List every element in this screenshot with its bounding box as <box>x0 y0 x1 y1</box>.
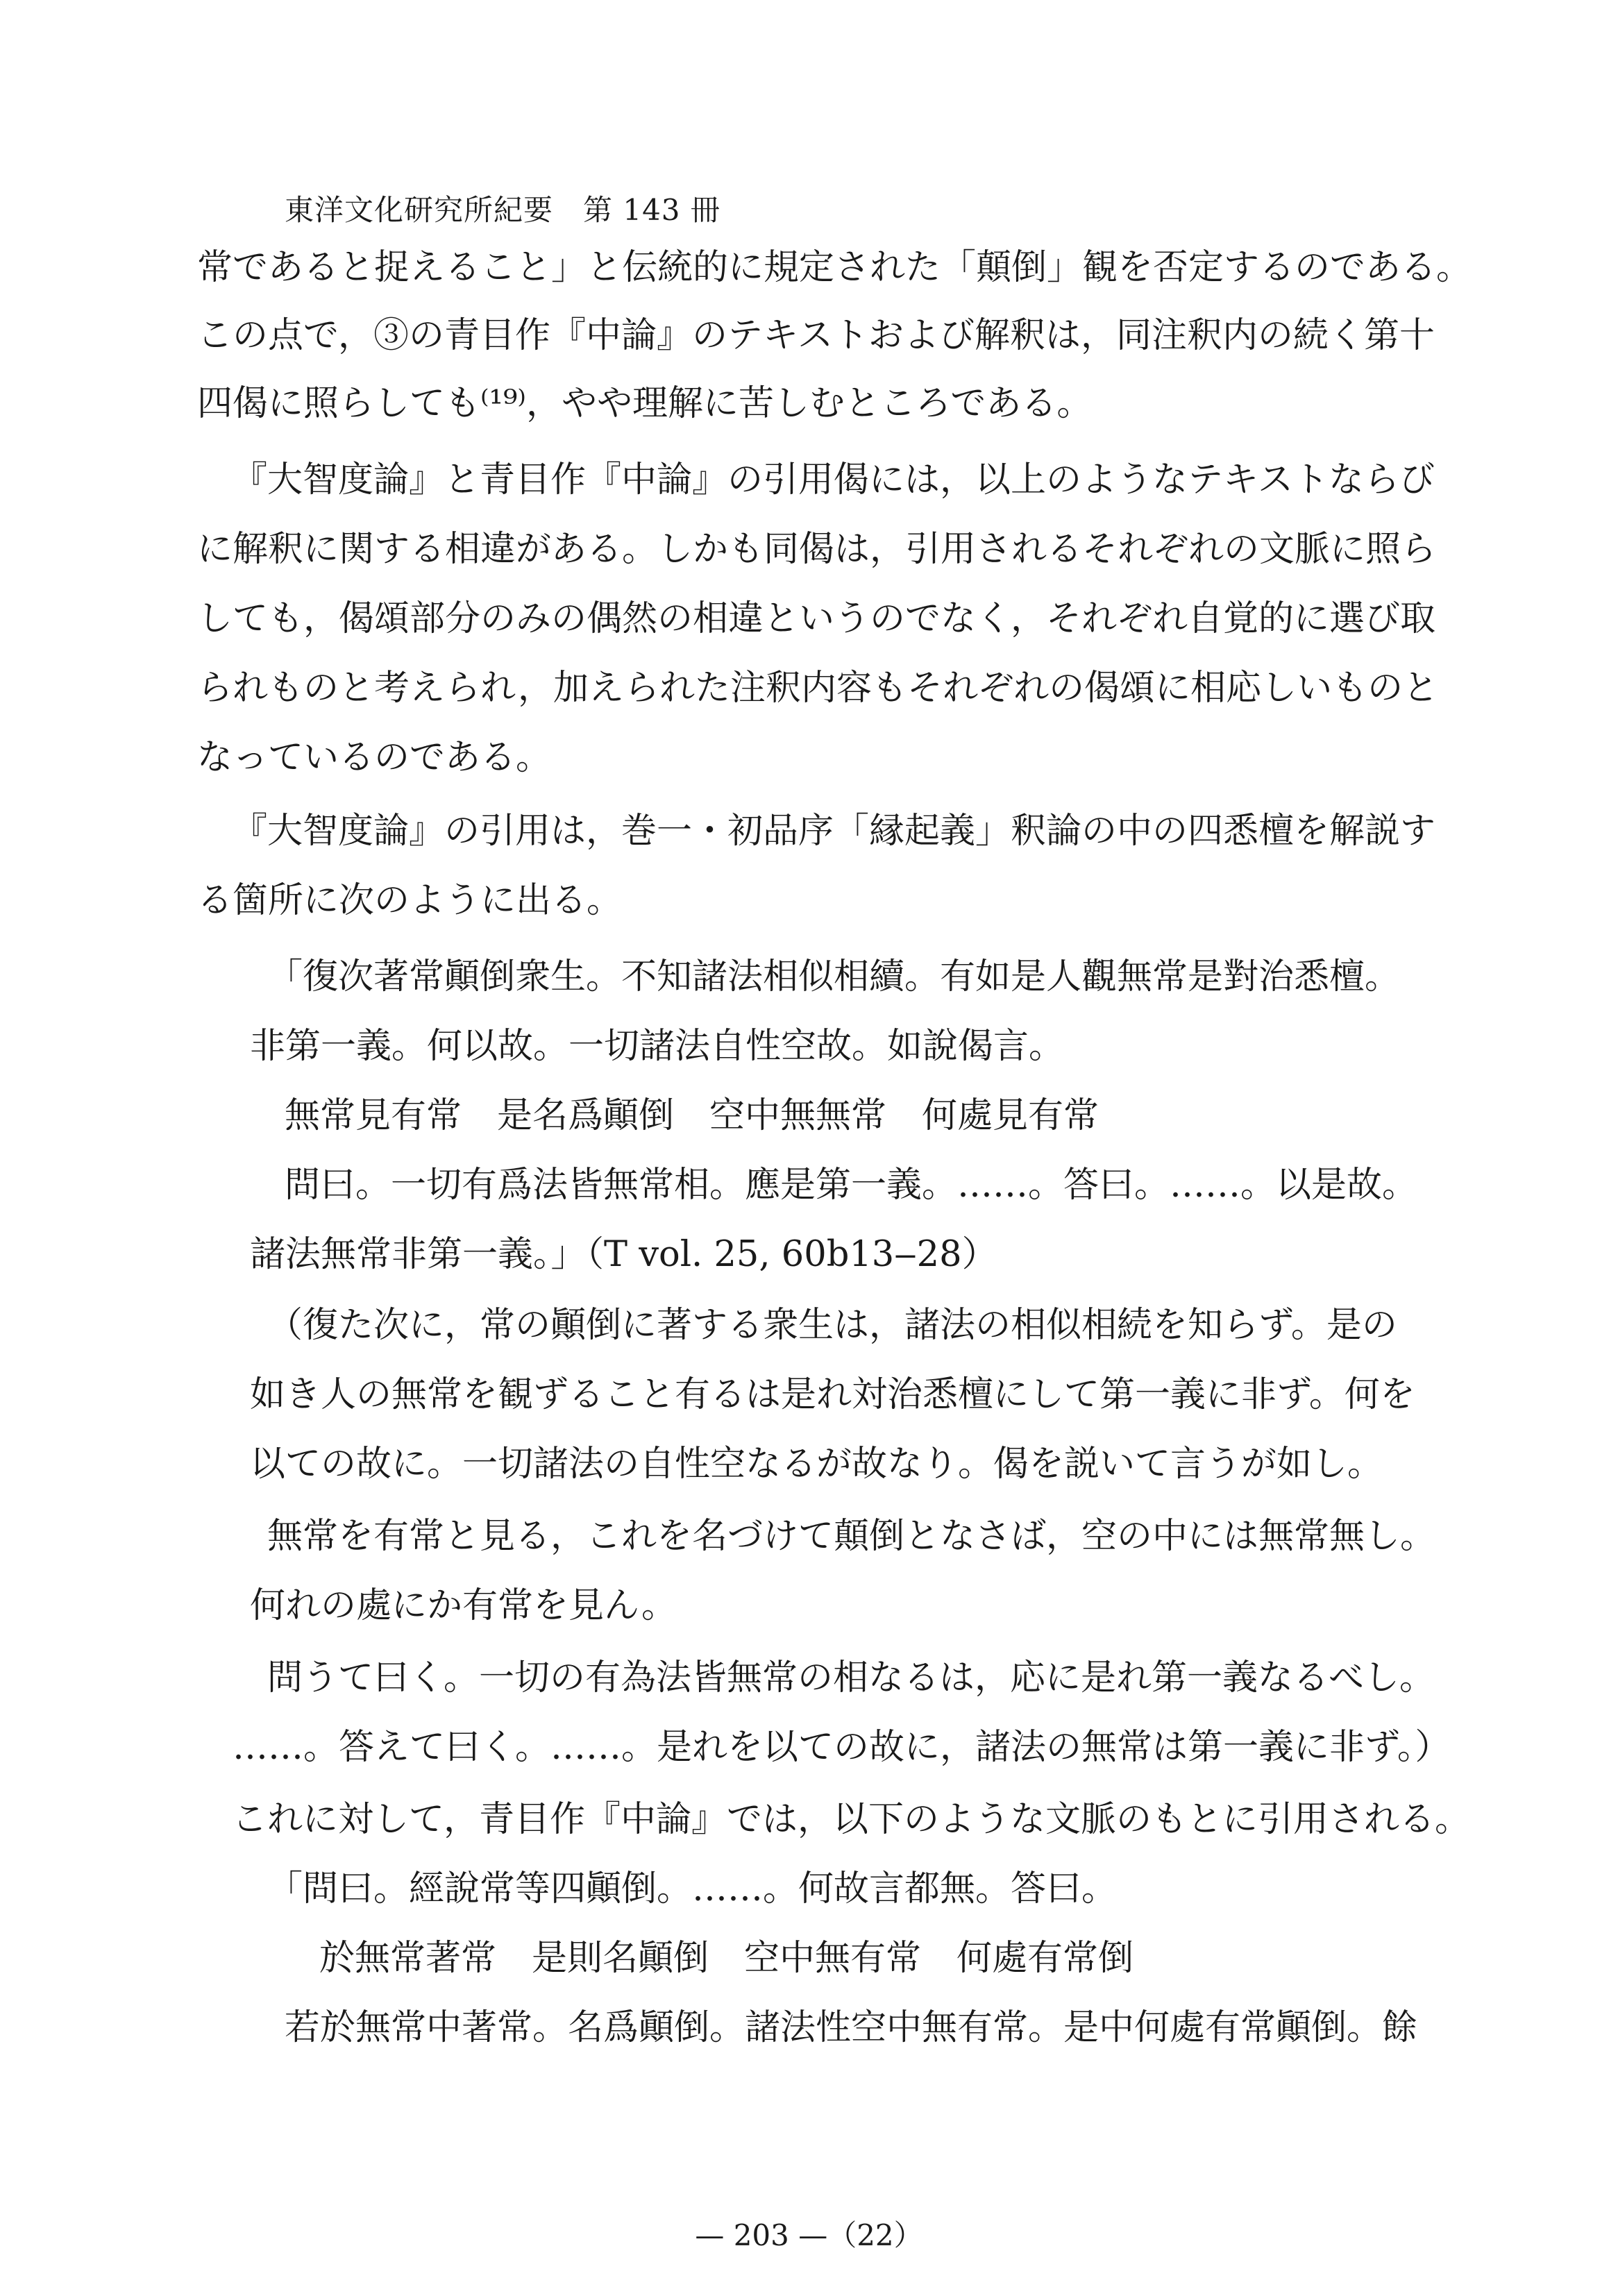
text-line: 『大智度論』の引用は，巻一・初品序「縁起義」釈論の中の四悉檀を解説す <box>232 811 1436 852</box>
quote-line: 「問曰。經說常等四顚倒。……。何故言都無。答曰。 <box>267 1868 1118 1909</box>
text-line: られものと考えられ，加えられた注釈内容もそれぞれの偈頌に相応しいものと <box>197 668 1439 709</box>
running-header: 東洋文化研究所紀要 第 143 冊 <box>285 193 720 227</box>
translation-line: 如き人の無常を観ずること有るは是れ対治悉檀にして第一義に非ず。何を <box>250 1374 1415 1415</box>
translation-line: 以ての故に。一切諸法の自性空なるが故なり。偈を説いて言うが如し。 <box>250 1444 1383 1485</box>
text-line: る箇所に次のように出る。 <box>197 880 623 921</box>
translation-line: ……。答えて曰く。……。是れを以ての故に，諸法の無常は第一義に非ず。） <box>233 1727 1451 1768</box>
quote-line: 「復次著常顚倒衆生。不知諸法相似相續。有如是人觀無常是對治悉檀。 <box>267 956 1401 997</box>
text-line: 『大智度論』と青目作『中論』の引用偈には，以上のようなテキストならび <box>232 459 1435 500</box>
text-line: この点で，③の青目作『中論』のテキストおよび解釈は，同注釈内の続く第十 <box>197 315 1435 356</box>
page-footer: — 203 —（22） <box>695 2218 923 2252</box>
verse-line: 於無常著常 是則名顚倒 空中無有常 何處有常倒 <box>319 1938 1134 1979</box>
text-line: これに対して，青目作『中論』では，以下のような文脈のもとに引用される。 <box>232 1799 1470 1840</box>
quote-line: 若於無常中著常。名爲顚倒。諸法性空中無有常。是中何處有常顚倒。餘 <box>285 2007 1418 2048</box>
text-line: しても，偈頌部分のみの偶然の相違というのでなく，それぞれ自覚的に選び取 <box>197 598 1435 639</box>
text-line: なっているのである。 <box>197 737 552 778</box>
text-line: 常であると捉えること」と伝統的に規定された「顛倒」観を否定するのである。 <box>197 247 1472 288</box>
translation-line: 問うて曰く。一切の有為法皆無常の相なるは，応に是れ第一義なるべし。 <box>267 1657 1435 1698</box>
verse-line: 無常見有常 是名爲顚倒 空中無無常 何處見有常 <box>285 1095 1099 1136</box>
translation-line: 無常を有常と見る，これを名づけて顛倒となさば，空の中には無常無し。 <box>267 1516 1436 1557</box>
text-line: 四偈に照らしても⁽¹⁹⁾，やや理解に苦しむところである。 <box>197 383 1093 424</box>
quote-line: 問曰。一切有爲法皆無常相。應是第一義。……。答曰。……。以是故。 <box>285 1165 1418 1206</box>
translation-line: （復た次に，常の顚倒に著する衆生は，諸法の相似相続を知らず。是の <box>267 1305 1397 1346</box>
quote-line: 非第一義。何以故。一切諸法自性空故。如說偈言。 <box>250 1026 1065 1067</box>
translation-line: 何れの處にか有常を見ん。 <box>250 1585 677 1626</box>
quote-line: 諸法無常非第一義。」（T vol. 25, 60b13‒28） <box>250 1234 997 1275</box>
text-line: に解釈に関する相違がある。しかも同偈は，引用されるそれぞれの文脈に照ら <box>197 529 1437 570</box>
